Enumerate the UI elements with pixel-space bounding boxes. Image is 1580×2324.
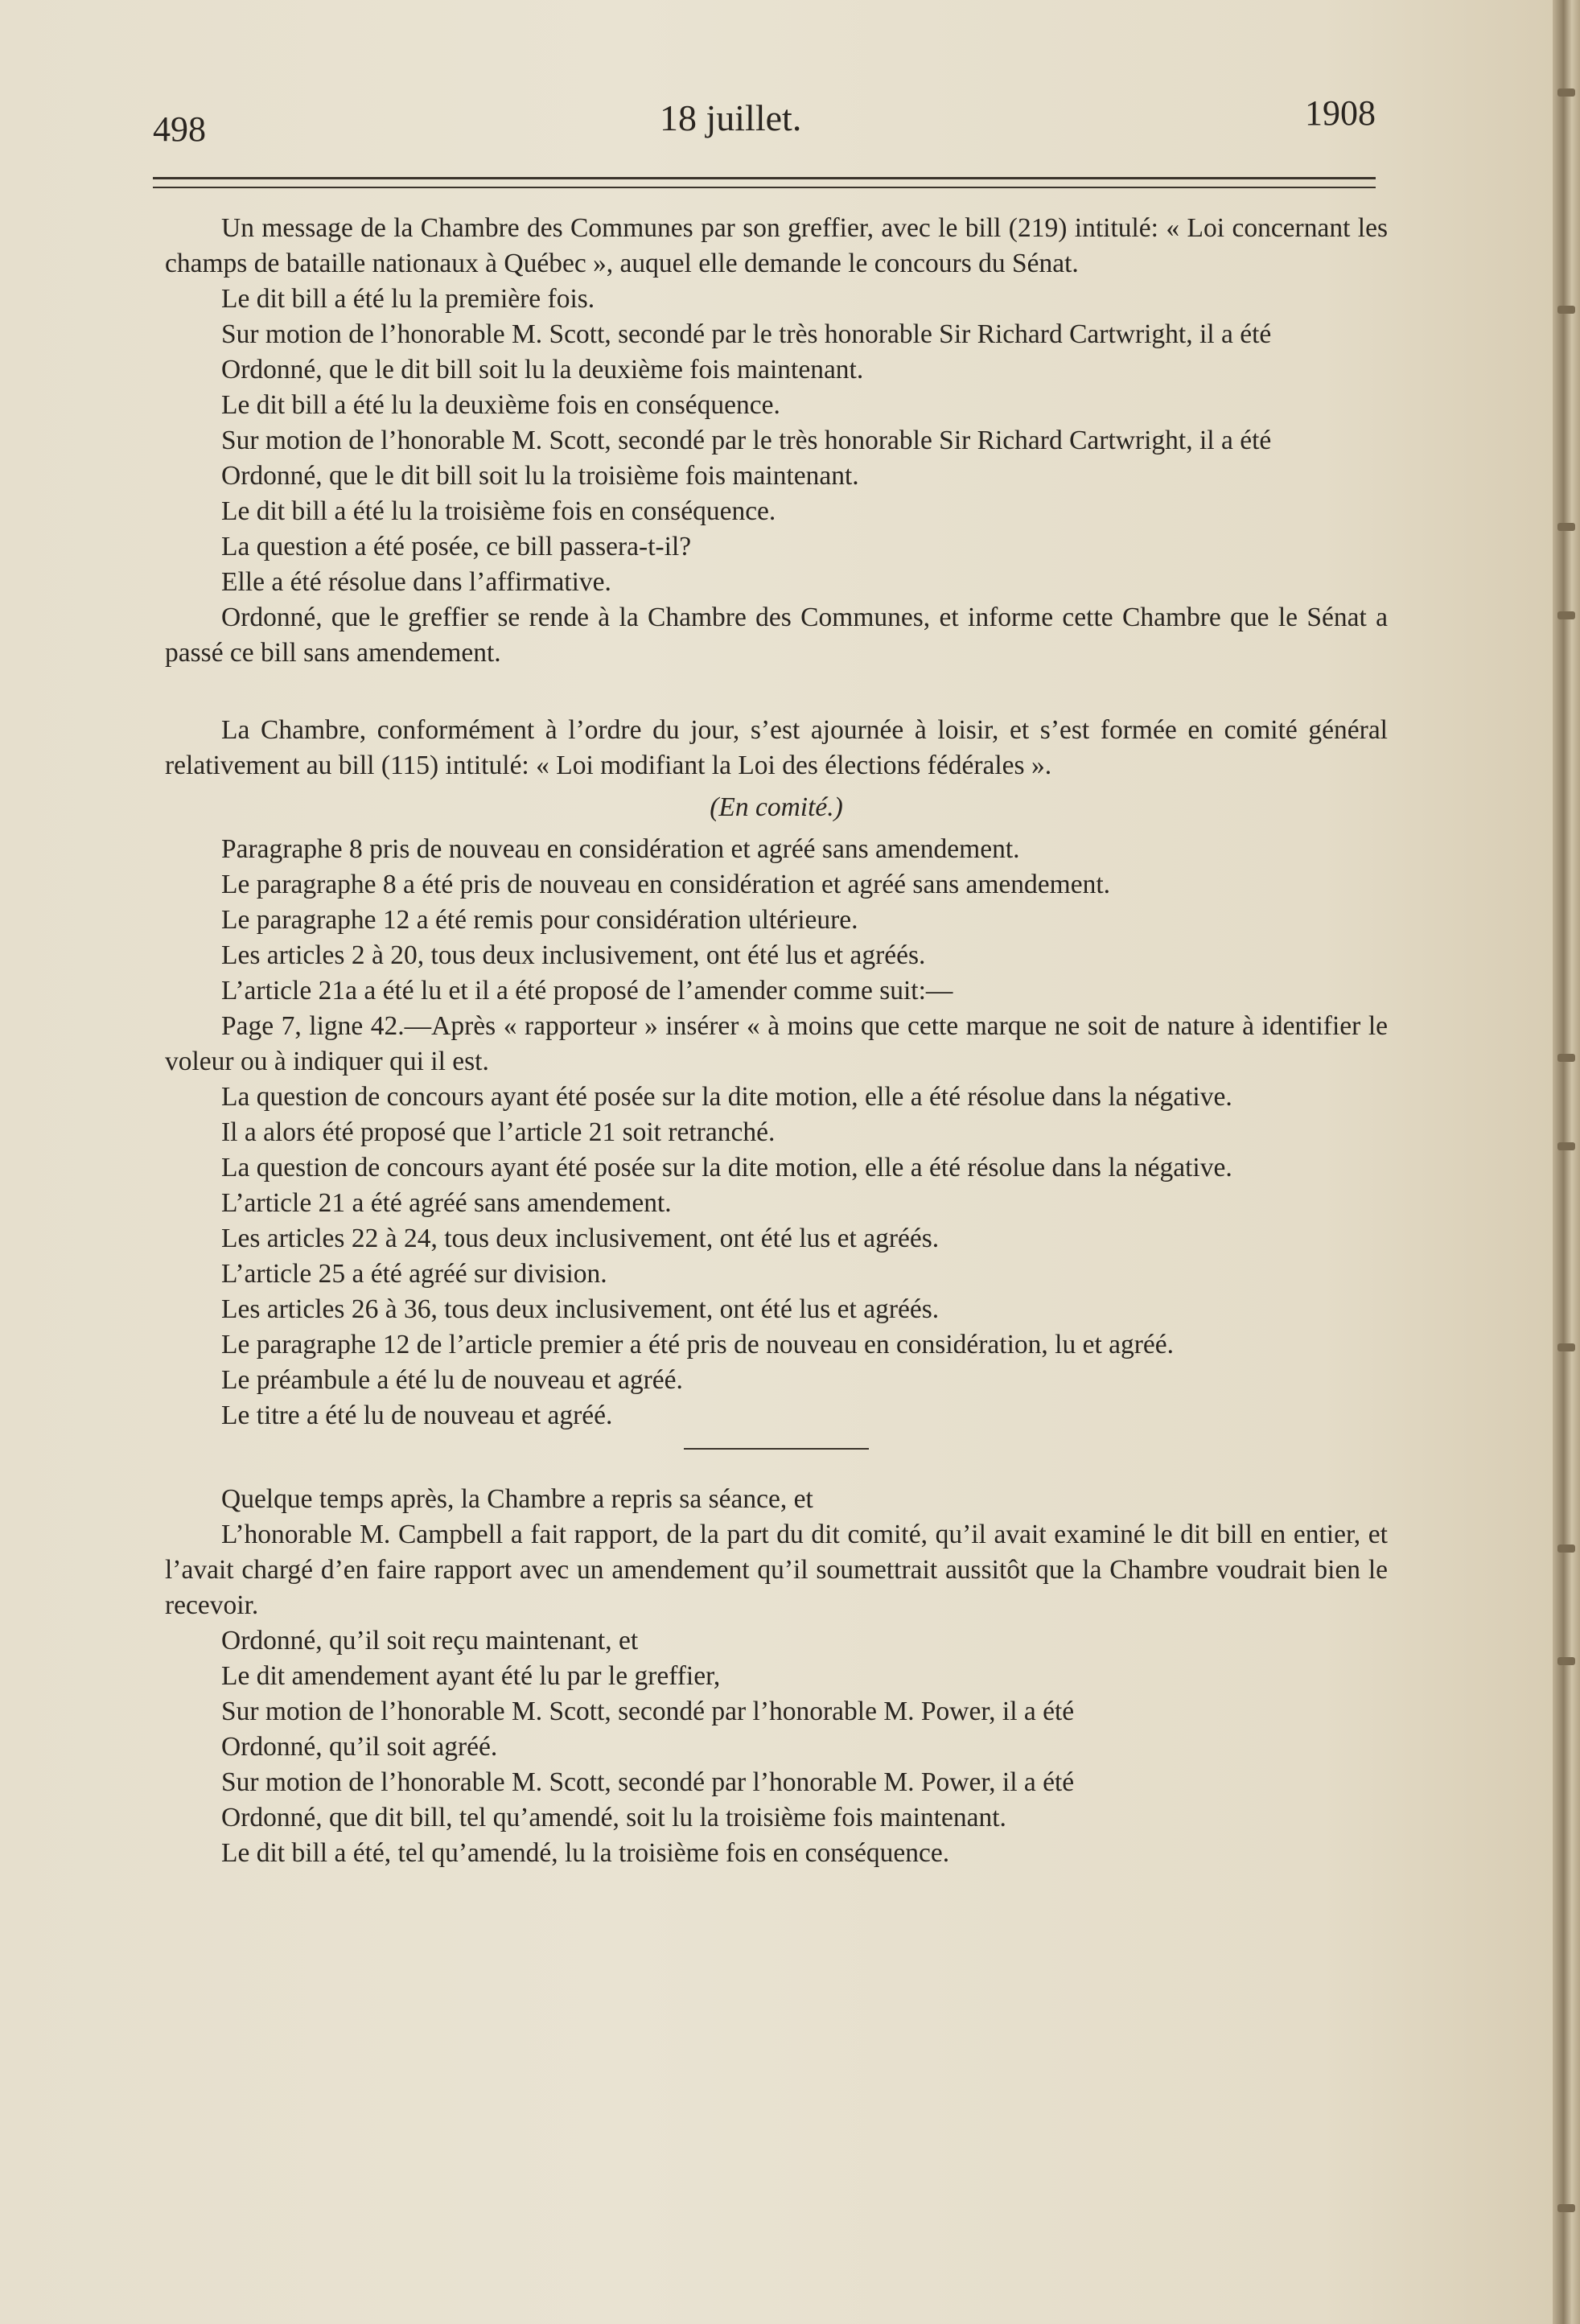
binding-mark <box>1557 523 1575 531</box>
paragraph: La question a été posée, ce bill passera-t-il? <box>221 532 692 561</box>
paragraph: Le paragraphe 8 a été pris de nouveau en considération et agréé sans amendement. <box>221 870 1111 899</box>
paragraph: Ordonné, que le greffier se rende à la Chambre des Communes, et informe cette Chambre que le Sénat a passé ce bill sans amendement. <box>165 603 1388 668</box>
document-body <box>165 211 1388 1871</box>
binding-mark <box>1557 1545 1575 1553</box>
binding-mark <box>1557 1142 1575 1150</box>
paragraph: Ordonné, qu’il soit reçu maintenant, et <box>221 1626 639 1656</box>
paragraph: Les articles 2 à 20, tous deux inclusivement, ont été lus et agréés. <box>221 940 926 970</box>
paragraph: L’honorable M. Campbell a fait rapport, de la part du dit comité, qu’il avait examiné le dit bill en entier, et l’avait chargé d’en faire rapport avec un amendement qu’il soumettrait aussitôt que la Chambre voudrait bien le recevoir. <box>165 1520 1388 1620</box>
page-number: 498 <box>153 109 206 149</box>
paragraph: Le paragraphe 12 a été remis pour considération ultérieure. <box>221 905 858 935</box>
binding-mark <box>1557 1054 1575 1062</box>
paragraph: Le dit amendement ayant été lu par le greffier, <box>221 1661 721 1691</box>
binding-mark <box>1557 306 1575 314</box>
paragraph: L’article 21 a été agréé sans amendement. <box>221 1188 672 1218</box>
paragraph: Page 7, ligne 42.—Après « rapporteur » insérer « à moins que cette marque ne soit de nature à identifier le voleur ou à indiquer qui il est. <box>165 1011 1388 1076</box>
paragraph: Ordonné, qu’il soit agréé. <box>221 1732 498 1762</box>
paragraph: Le titre a été lu de nouveau et agréé. <box>221 1401 613 1430</box>
paragraph: Ordonné, que dit bill, tel qu’amendé, soit lu la troisième fois maintenant. <box>221 1803 1006 1832</box>
binding-mark <box>1557 1343 1575 1351</box>
page-header <box>153 93 1376 157</box>
paragraph: Un message de la Chambre des Communes par son greffier, avec le bill (219) intitulé: « Loi concernant les champs de bataille nationaux à Québec », auquel elle demande le concours du Sénat. <box>165 213 1388 278</box>
paragraph: Sur motion de l’honorable M. Scott, secondé par le très honorable Sir Richard Cartwright, il a été <box>221 426 1272 455</box>
paragraph: Elle a été résolue dans l’affirmative. <box>221 567 611 597</box>
paragraph: Le dit bill a été lu la première fois. <box>221 284 595 314</box>
paragraph: La question de concours ayant été posée sur la dite motion, elle a été résolue dans la négative. <box>221 1153 1232 1183</box>
paragraph: Le dit bill a été lu la troisième fois en conséquence. <box>221 496 776 526</box>
binding-mark <box>1557 88 1575 97</box>
paragraph: Le dit bill a été, tel qu’amendé, lu la troisième fois en conséquence. <box>221 1838 950 1868</box>
paragraph: L’article 25 a été agréé sur division. <box>221 1259 607 1289</box>
paragraph: Le préambule a été lu de nouveau et agréé. <box>221 1365 683 1395</box>
paragraph: Quelque temps après, la Chambre a repris sa séance, et <box>221 1484 813 1514</box>
header-rule-thin <box>153 187 1376 188</box>
page-date: 18 juillet. <box>660 97 802 138</box>
paragraph: Sur motion de l’honorable M. Scott, secondé par l’honorable M. Power, il a été <box>221 1767 1075 1797</box>
paragraph: Ordonné, que le dit bill soit lu la troisième fois maintenant. <box>221 461 859 491</box>
binding-mark <box>1557 611 1575 619</box>
paragraph: L’article 21a a été lu et il a été proposé de l’amender comme suit:— <box>221 976 953 1006</box>
paragraph: La Chambre, conformément à l’ordre du jour, s’est ajournée à loisir, et s’est formée en comité général relativement au bill (115) intitulé: « Loi modifiant la Loi des élections fédérales ». <box>165 715 1388 780</box>
binding-mark <box>1557 2204 1575 2212</box>
paragraph: Les articles 22 à 24, tous deux inclusivement, ont été lus et agréés. <box>221 1224 940 1253</box>
section-divider <box>684 1448 869 1450</box>
section-gap <box>165 671 1388 713</box>
header-rule <box>153 177 1376 179</box>
paragraph: Sur motion de l’honorable M. Scott, secondé par le très honorable Sir Richard Cartwright, il a été <box>221 319 1272 349</box>
binding-mark <box>1557 1657 1575 1665</box>
book-binding-edge <box>1553 0 1580 2324</box>
paragraph: Le dit bill a été lu la deuxième fois en conséquence. <box>221 390 780 420</box>
paragraph: La question de concours ayant été posée sur la dite motion, elle a été résolue dans la négative. <box>221 1082 1232 1112</box>
page-year: 1908 <box>1305 93 1376 133</box>
paragraph: Il a alors été proposé que l’article 21 soit retranché. <box>221 1117 776 1147</box>
committee-heading: (En comité.) <box>710 792 843 822</box>
paragraph: Sur motion de l’honorable M. Scott, secondé par l’honorable M. Power, il a été <box>221 1697 1075 1726</box>
paragraph: Paragraphe 8 pris de nouveau en considération et agréé sans amendement. <box>221 834 1020 864</box>
paragraph: Les articles 26 à 36, tous deux inclusivement, ont été lus et agréés. <box>221 1294 940 1324</box>
paragraph: Ordonné, que le dit bill soit lu la deuxième fois maintenant. <box>221 355 864 385</box>
paragraph: Le paragraphe 12 de l’article premier a été pris de nouveau en considération, lu et agréé. <box>221 1330 1175 1359</box>
